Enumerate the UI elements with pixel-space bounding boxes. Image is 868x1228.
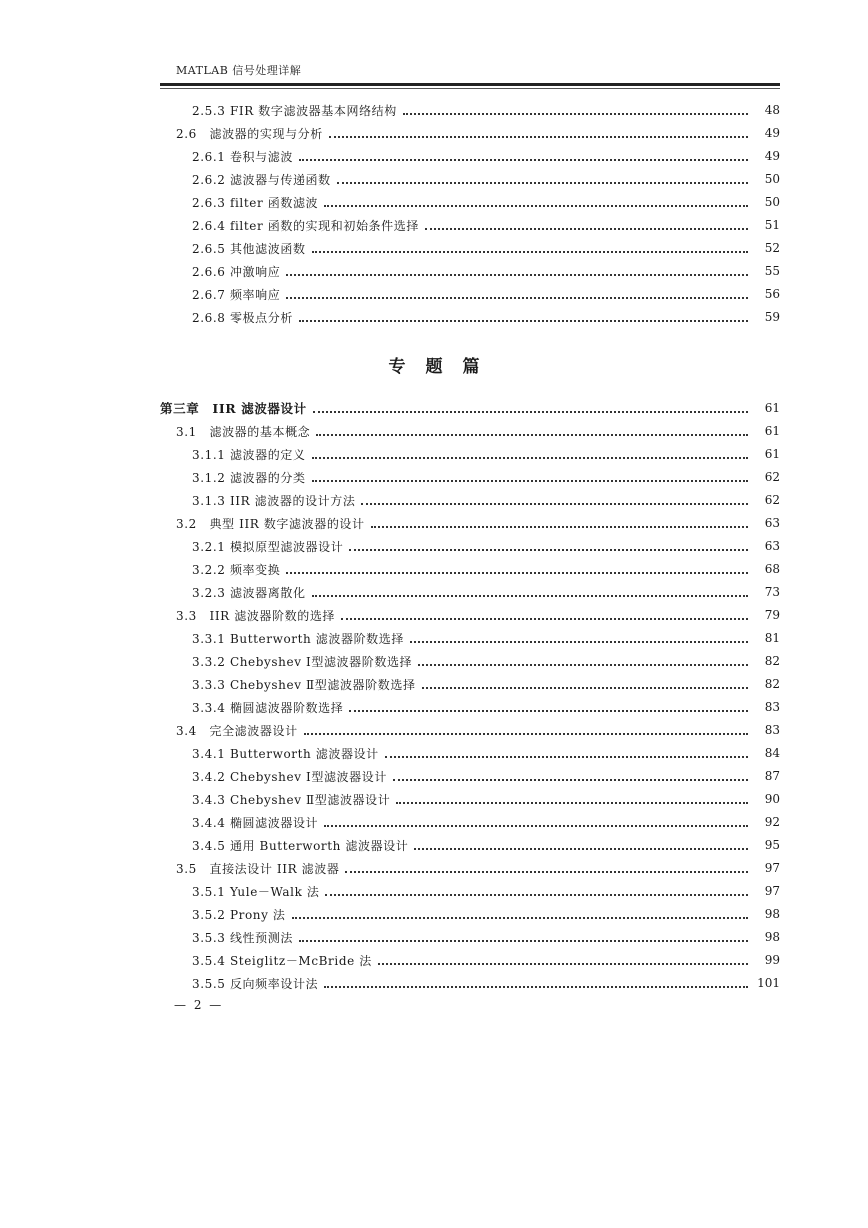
toc-entry-page: 50 [764,195,780,209]
toc-subsection-entry [192,697,780,717]
toc-entry-page: 82 [764,677,780,691]
toc-entry-label: 3.2.2 频率变换 [192,562,281,577]
toc-leader-dots [299,939,748,942]
toc-leader-dots [304,732,748,735]
toc-leader-dots [312,456,748,459]
toc-entry-label: 3.5.4 Steiglitz－McBride 法 [192,953,372,968]
toc-entry-page: 83 [764,700,780,714]
toc-entry-page: 63 [764,516,780,530]
toc-entry-label: 3.1.3 IIR 滤波器的设计方法 [192,493,356,508]
toc-leader-dots [286,296,748,299]
toc-entry-page: 98 [764,907,780,921]
toc-entry-label: 2.6.3 filter 函数滤波 [192,195,319,210]
toc-chapter-entry [160,398,780,418]
toc-subsection-entry [192,789,780,809]
toc-entry-label: 2.6.8 零极点分析 [192,310,293,325]
running-header-title: MATLAB 信号处理详解 [176,64,302,77]
toc-entry-page: 101 [757,976,780,990]
toc-leader-dots [324,204,748,207]
toc-entry-label: 3.2.1 模拟原型滤波器设计 [192,539,344,554]
toc-leader-dots [371,525,748,528]
toc-entry-label: 2.6.4 filter 函数的实现和初始条件选择 [192,218,419,233]
toc-entry-label: 3.5 直接法设计 IIR 滤波器 [176,861,340,876]
toc-subsection-entry [192,146,780,166]
toc-section-entry [176,513,780,533]
toc-entry-page: 56 [764,287,780,301]
section-heading: 专题篇 [388,357,500,377]
toc-entry-label: 2.6.5 其他滤波函数 [192,241,306,256]
toc-leader-dots [324,985,748,988]
toc-section-entry [176,605,780,625]
toc-subsection-entry [192,261,780,281]
toc-section-entry [176,421,780,441]
toc-entry-page: 49 [764,126,780,140]
toc-leader-dots [349,709,748,712]
toc-entry-label: 2.6.6 冲激响应 [192,264,281,279]
toc-entry-page: 50 [764,172,780,186]
toc-entry-label: 2.5.3 FIR 数字滤波器基本网络结构 [192,103,397,118]
toc-entry-page: 55 [764,264,780,278]
toc-subsection-entry [192,490,780,510]
toc-leader-dots [312,594,748,597]
toc-entry-page: 48 [764,103,780,117]
toc-leader-dots [316,433,748,436]
toc-leader-dots [324,824,748,827]
toc-entry-label: 3.3.4 椭圆滤波器阶数选择 [192,700,344,715]
toc-subsection-entry [192,215,780,235]
toc-subsection-entry [192,536,780,556]
toc-subsection-entry [192,973,780,993]
toc-entry-page: 61 [764,424,780,438]
toc-entry-page: 79 [764,608,780,622]
toc-leader-dots [403,112,748,115]
toc-entry-label: 3.3 IIR 滤波器阶数的选择 [176,608,336,623]
toc-entry-label: 3.5.5 反向频率设计法 [192,976,319,991]
toc-leader-dots [422,686,748,689]
toc-leader-dots [329,135,748,138]
toc-section-entry [176,123,780,143]
toc-entry-label: 3.5.1 Yule－Walk 法 [192,884,320,899]
toc-entry-page: 49 [764,149,780,163]
toc-leader-dots [341,617,748,620]
toc-subsection-entry [192,169,780,189]
toc-subsection-entry [192,628,780,648]
toc-entry-label: 3.3.1 Butterworth 滤波器阶数选择 [192,631,404,646]
toc-entry-page: 61 [764,401,780,415]
toc-subsection-entry [192,444,780,464]
toc-entry-page: 95 [764,838,780,852]
toc-entry-page: 62 [764,470,780,484]
toc-entry-page: 63 [764,539,780,553]
toc-entry-page: 90 [764,792,780,806]
toc-leader-dots [361,502,748,505]
toc-entry-page: 61 [764,447,780,461]
toc-entry-page: 92 [764,815,780,829]
toc-entry-label: 2.6.7 频率响应 [192,287,281,302]
toc-leader-dots [292,916,748,919]
toc-leader-dots [425,227,748,230]
toc-leader-dots [299,158,748,161]
toc-subsection-entry [192,950,780,970]
toc-entry-page: 97 [764,884,780,898]
toc-entry-page: 73 [764,585,780,599]
toc-entry-label: 3.5.3 线性预测法 [192,930,293,945]
toc-entry-label: 3.2.3 滤波器离散化 [192,585,306,600]
toc-entry-page: 59 [764,310,780,324]
toc-entry-label: 第三章 IIR 滤波器设计 [160,401,307,416]
toc-subsection-entry [192,651,780,671]
toc-entry-label: 2.6 滤波器的实现与分析 [176,126,323,141]
toc-leader-dots [385,755,748,758]
toc-entry-label: 3.4.3 Chebyshev Ⅱ型滤波器设计 [192,792,391,807]
toc-leader-dots [410,640,748,643]
toc-leader-dots [299,319,748,322]
toc-subsection-entry [192,284,780,304]
toc-subsection-entry [192,559,780,579]
toc-leader-dots [378,962,748,965]
toc-entry-label: 3.4.2 Chebyshev Ⅰ型滤波器设计 [192,769,387,784]
toc-subsection-entry [192,582,780,602]
toc-subsection-entry [192,835,780,855]
toc-entry-label: 2.6.1 卷积与滤波 [192,149,293,164]
toc-entry-label: 3.4.5 通用 Butterworth 滤波器设计 [192,838,409,853]
toc-leader-dots [325,893,748,896]
toc-entry-page: 98 [764,930,780,944]
toc-leader-dots [414,847,748,850]
toc-entry-label: 3.5.2 Prony 法 [192,907,286,922]
toc-subsection-entry [192,904,780,924]
toc-entry-label: 3.4.1 Butterworth 滤波器设计 [192,746,379,761]
toc-entry-page: 99 [764,953,780,967]
page-number: — 2 — [174,998,224,1012]
toc-leader-dots [312,250,748,253]
toc-subsection-entry [192,743,780,763]
toc-leader-dots [286,273,748,276]
toc-subsection-entry [192,881,780,901]
toc-subsection-entry [192,812,780,832]
toc-entry-page: 51 [764,218,780,232]
toc-entry-label: 2.6.2 滤波器与传递函数 [192,172,331,187]
toc-entry-page: 83 [764,723,780,737]
toc-subsection-entry [192,927,780,947]
toc-entry-label: 3.2 典型 IIR 数字滤波器的设计 [176,516,365,531]
toc-entry-label: 3.1.2 滤波器的分类 [192,470,306,485]
toc-entry-page: 97 [764,861,780,875]
toc-leader-dots [312,479,748,482]
toc-entry-label: 3.4 完全滤波器设计 [176,723,298,738]
toc-subsection-entry [192,100,780,120]
toc-entry-page: 52 [764,241,780,255]
toc-leader-dots [349,548,748,551]
toc-subsection-entry [192,307,780,327]
toc-subsection-entry [192,467,780,487]
toc-entry-label: 3.4.4 椭圆滤波器设计 [192,815,319,830]
toc-leader-dots [313,410,748,413]
toc-leader-dots [418,663,748,666]
toc-entry-page: 87 [764,769,780,783]
toc-entry-label: 3.3.3 Chebyshev Ⅱ型滤波器阶数选择 [192,677,416,692]
toc-entry-page: 81 [764,631,780,645]
toc-entry-page: 62 [764,493,780,507]
toc-entry-page: 82 [764,654,780,668]
toc-entry-label: 3.1.1 滤波器的定义 [192,447,306,462]
toc-subsection-entry [192,238,780,258]
toc-entry-label: 3.1 滤波器的基本概念 [176,424,311,439]
toc-leader-dots [345,870,748,873]
toc-leader-dots [286,571,748,574]
toc-subsection-entry [192,766,780,786]
toc-subsection-entry [192,192,780,212]
toc-leader-dots [337,181,748,184]
toc-section-entry [176,720,780,740]
toc-entry-page: 68 [764,562,780,576]
toc-subsection-entry [192,674,780,694]
toc-section-entry [176,858,780,878]
toc-entry-label: 3.3.2 Chebyshev Ⅰ型滤波器阶数选择 [192,654,413,669]
toc-leader-dots [393,778,748,781]
toc-leader-dots [396,801,748,804]
toc-entry-page: 84 [764,746,780,760]
